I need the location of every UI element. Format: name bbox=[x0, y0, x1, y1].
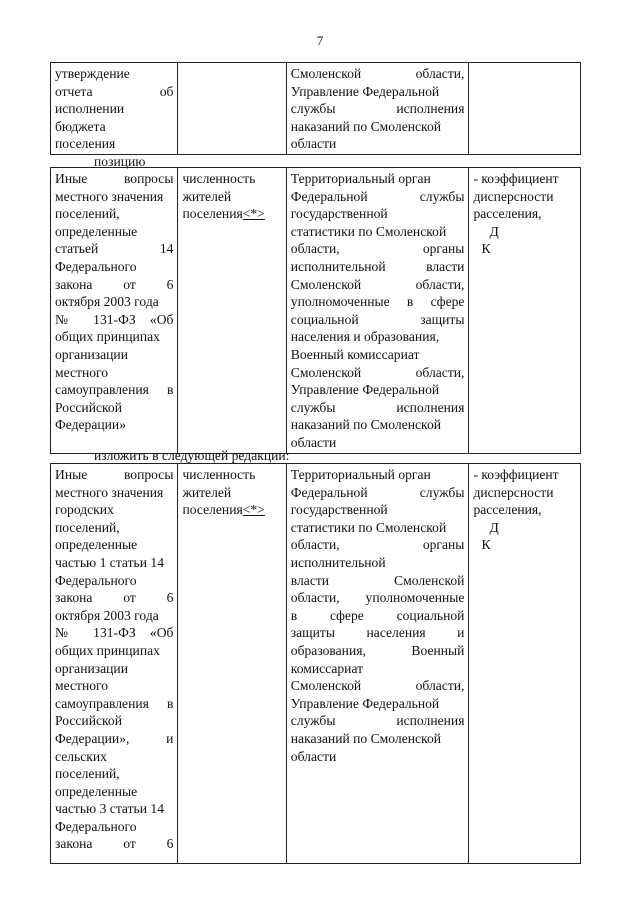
text-line: Иные вопросы bbox=[55, 171, 174, 186]
text-line: Российской bbox=[55, 399, 122, 415]
text-line: численность bbox=[182, 467, 256, 482]
text-line: - коэффициент bbox=[473, 467, 559, 482]
text-line: жителей bbox=[182, 484, 232, 500]
text-line: Д bbox=[489, 223, 499, 239]
text-line: области bbox=[290, 748, 337, 764]
text-line: Смоленской области, bbox=[290, 678, 465, 694]
text-line: области, органы bbox=[290, 537, 465, 553]
text-line: частью 1 статьи 14 bbox=[55, 554, 165, 570]
text-line: жителей bbox=[182, 188, 232, 204]
cell-coefficient bbox=[469, 464, 581, 864]
footnote-link[interactable]: <*> bbox=[242, 206, 265, 222]
text-line: № 131-ФЗ «Об bbox=[55, 625, 174, 641]
text-line: поселений, bbox=[55, 519, 120, 535]
text-line: организации bbox=[55, 660, 128, 676]
text-line: местного bbox=[55, 364, 109, 380]
cell-coefficient bbox=[469, 168, 581, 454]
text-line: образования, Военный bbox=[290, 642, 465, 658]
text-line: октября 2003 года bbox=[55, 607, 159, 623]
text-line: уполномоченные в сфере bbox=[290, 294, 465, 310]
text-line: Военный комиссариат bbox=[290, 346, 420, 362]
text-line: определенные bbox=[55, 537, 138, 553]
text-line: Д bbox=[489, 519, 499, 535]
text-line: - коэффициент bbox=[473, 171, 559, 186]
text-line: закона от 6 bbox=[55, 836, 174, 852]
text-line: власти Смоленской bbox=[290, 572, 465, 588]
text-line: Управление Федеральной bbox=[290, 695, 440, 711]
text-line: определенные bbox=[55, 223, 138, 239]
text-line: Федерации», и bbox=[55, 730, 174, 746]
text-line: Российской bbox=[55, 713, 122, 729]
text-line: утверждение bbox=[55, 66, 130, 81]
text-line: Федерального bbox=[55, 818, 137, 834]
text-line: дисперсности bbox=[473, 484, 554, 500]
text-line: бюджета bbox=[55, 118, 106, 134]
caption-position: позицию bbox=[94, 154, 146, 169]
text-line: комиссариат bbox=[290, 660, 364, 676]
cell-coefficient bbox=[469, 63, 581, 155]
cell-source bbox=[286, 464, 469, 864]
text-line: отчета об bbox=[55, 83, 174, 99]
text-line: наказаний по Смоленской bbox=[290, 730, 442, 746]
indicator-name: поселения bbox=[182, 502, 243, 518]
text-line: наказаний по Смоленской bbox=[290, 417, 442, 433]
text-line: населения и образования, bbox=[290, 329, 440, 345]
indicator-name: поселения bbox=[182, 206, 243, 222]
cell-indicator bbox=[178, 63, 286, 155]
text-line: Федеральной службы bbox=[290, 484, 465, 500]
top-table bbox=[50, 62, 581, 155]
text-line: определенные bbox=[55, 783, 138, 799]
text-line: самоуправления в bbox=[55, 382, 174, 398]
text-line: Смоленской области, bbox=[290, 66, 465, 81]
text-line: Федерального bbox=[55, 258, 137, 274]
text-line: Смоленской области, bbox=[290, 276, 465, 292]
text-line: государственной bbox=[290, 206, 388, 222]
cell-source bbox=[286, 63, 469, 155]
text-line: общих принципах bbox=[55, 642, 160, 658]
page-number: 7 bbox=[316, 33, 324, 48]
text-line: Иные вопросы bbox=[55, 467, 174, 482]
cell-indicator bbox=[178, 464, 286, 864]
text-line: дисперсности bbox=[473, 188, 554, 204]
table-row bbox=[51, 63, 581, 155]
text-line: области bbox=[290, 136, 337, 152]
cell-indicator bbox=[178, 168, 286, 454]
text-line: Территориальный орган bbox=[290, 171, 431, 186]
text-line: социальной защиты bbox=[290, 311, 465, 327]
new-version-table bbox=[50, 463, 581, 864]
text-line: частью 3 статьи 14 bbox=[55, 801, 165, 817]
text-line: расселения, bbox=[473, 502, 542, 518]
text-line: К bbox=[481, 537, 491, 553]
cell-subject bbox=[51, 464, 178, 864]
text-line: местного bbox=[55, 678, 109, 694]
text-line: области, органы bbox=[290, 241, 465, 257]
text-line: Управление Федеральной bbox=[290, 83, 440, 99]
table-row bbox=[51, 464, 581, 864]
text-line: Территориальный орган bbox=[290, 467, 431, 482]
text-line: Федерального bbox=[55, 572, 137, 588]
text-line: поселений, bbox=[55, 766, 120, 782]
text-line: статистики по Смоленской bbox=[290, 519, 447, 535]
text-line: наказаний по Смоленской bbox=[290, 118, 442, 134]
text-line: статьей 14 bbox=[55, 241, 174, 257]
cell-subject bbox=[51, 63, 178, 155]
text-line: поселения bbox=[55, 136, 116, 152]
text-line: расселения, bbox=[473, 206, 542, 222]
text-line: Федерации» bbox=[55, 417, 126, 433]
text-line: исполнительной bbox=[290, 554, 386, 570]
cell-source bbox=[286, 168, 469, 454]
text-line: в сфере социальной bbox=[290, 607, 465, 623]
text-line: службы исполнения bbox=[290, 101, 465, 117]
text-line: организации bbox=[55, 346, 128, 362]
text-line: области, уполномоченные bbox=[290, 590, 465, 606]
text-line: области bbox=[290, 434, 337, 450]
cell-subject bbox=[51, 168, 178, 454]
text-line: № 131-ФЗ «Об bbox=[55, 311, 174, 327]
text-line: Управление Федеральной bbox=[290, 382, 440, 398]
text-line: Смоленской области, bbox=[290, 364, 465, 380]
text-line: К bbox=[481, 241, 491, 257]
text-line: поселений, bbox=[55, 206, 120, 222]
text-line: городских bbox=[55, 502, 114, 518]
text-line bbox=[182, 205, 281, 223]
caption-new-edition: изложить в следующей редакции: bbox=[94, 448, 290, 463]
text-line: местного значения bbox=[55, 484, 164, 500]
text-line: службы исполнения bbox=[290, 399, 465, 415]
text-line: закона от 6 bbox=[55, 590, 174, 606]
text-line: защиты населения и bbox=[290, 625, 465, 641]
text-line: общих принципах bbox=[55, 329, 160, 345]
text-line bbox=[182, 501, 281, 519]
text-line: местного значения bbox=[55, 188, 164, 204]
text-line: государственной bbox=[290, 502, 388, 518]
text-line: численность bbox=[182, 171, 256, 186]
table-row bbox=[51, 168, 581, 454]
text-line: статистики по Смоленской bbox=[290, 223, 447, 239]
footnote-link[interactable]: <*> bbox=[242, 502, 265, 518]
text-line: сельских bbox=[55, 748, 107, 764]
text-line: закона от 6 bbox=[55, 276, 174, 292]
text-line: исполнительной власти bbox=[290, 258, 465, 274]
text-line: самоуправления в bbox=[55, 695, 174, 711]
text-line: октября 2003 года bbox=[55, 294, 159, 310]
text-line: исполнении bbox=[55, 101, 125, 117]
text-line: службы исполнения bbox=[290, 713, 465, 729]
old-version-table bbox=[50, 167, 581, 454]
text-line: Федеральной службы bbox=[290, 188, 465, 204]
